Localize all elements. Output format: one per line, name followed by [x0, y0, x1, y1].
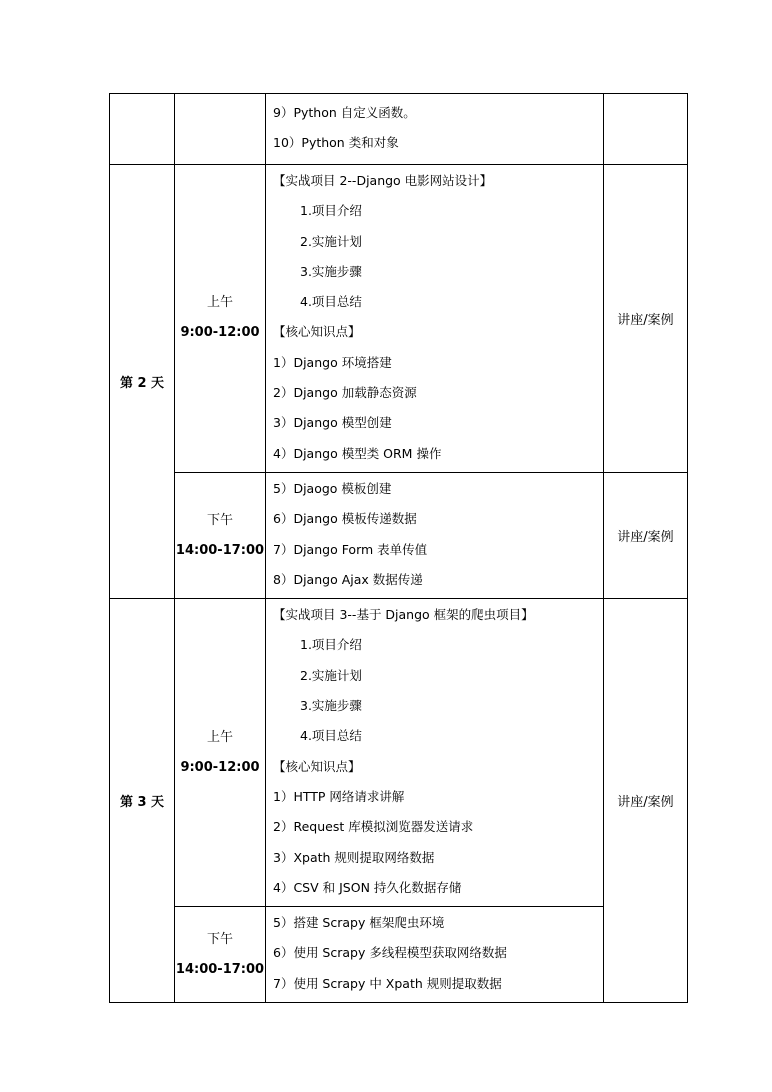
content-cell: [266, 599, 604, 907]
table-row: [110, 599, 688, 907]
step-item: 3.实施步骤: [300, 698, 362, 714]
content-cell: [266, 165, 604, 473]
step-item: 2.实施计划: [300, 233, 362, 249]
day-label: 第 2 天: [110, 165, 175, 599]
period-label: 上午: [206, 729, 233, 745]
knowledge-point: 1）Django 环境搭建: [273, 354, 392, 370]
time-slot: [175, 165, 266, 473]
content-cell: [266, 472, 604, 598]
content-cell: [266, 94, 604, 165]
knowledge-title: 【核心知识点】: [273, 758, 361, 774]
step-item: 1.项目介绍: [300, 637, 362, 653]
content-line: 10）Python 类和对象: [273, 135, 399, 150]
knowledge-point: 4）CSV 和 JSON 持久化数据存储: [273, 879, 462, 895]
slot-cell: [175, 94, 266, 165]
project-title: 【实战项目 3--基于 Django 框架的爬虫项目】: [273, 607, 534, 623]
method-label: 讲座/案例: [604, 165, 688, 473]
period-label: 下午: [206, 512, 233, 528]
method-cell: [604, 94, 688, 165]
table-row: [110, 472, 688, 598]
knowledge-title: 【核心知识点】: [273, 324, 361, 340]
schedule-table: [109, 93, 688, 1003]
knowledge-point: 8）Django Ajax 数据传递: [273, 571, 423, 587]
knowledge-point: 7）Django Form 表单传值: [273, 541, 428, 557]
step-item: 3.实施步骤: [300, 263, 362, 279]
knowledge-point: 5）搭建 Scrapy 框架爬虫环境: [273, 915, 445, 931]
day-label: 第 3 天: [110, 599, 175, 1003]
table-row: [110, 907, 688, 1003]
knowledge-point: 3）Xpath 规则提取网络数据: [273, 849, 435, 865]
knowledge-point: 6）Django 模板传递数据: [273, 511, 417, 527]
knowledge-point: 2）Request 库模拟浏览器发送请求: [273, 819, 474, 835]
knowledge-point: 1）HTTP 网络请求讲解: [273, 788, 405, 804]
knowledge-point: 4）Django 模型类 ORM 操作: [273, 445, 442, 461]
time-slot: [175, 599, 266, 907]
time-range: 9:00-12:00: [180, 759, 260, 775]
step-item: 1.项目介绍: [300, 203, 362, 219]
table-row: [110, 94, 688, 165]
knowledge-point: 3）Django 模型创建: [273, 415, 392, 431]
time-range: 9:00-12:00: [180, 325, 260, 341]
knowledge-point: 6）使用 Scrapy 多线程模型获取网络数据: [273, 945, 507, 961]
time-range: 14:00-17:00: [175, 961, 265, 977]
content-cell: [266, 907, 604, 1003]
content-line: 9）Python 自定义函数。: [273, 104, 416, 120]
time-slot: [175, 907, 266, 1003]
day-cell: [110, 94, 175, 165]
knowledge-point: 2）Django 加载静态资源: [273, 385, 417, 401]
method-label: 讲座/案例: [604, 599, 688, 1003]
step-item: 4.项目总结: [300, 728, 362, 744]
step-item: 2.实施计划: [300, 667, 362, 683]
time-slot: [175, 472, 266, 598]
period-label: 上午: [206, 295, 233, 311]
step-item: 4.项目总结: [300, 294, 362, 310]
table-row: [110, 165, 688, 473]
knowledge-point: 5）Djaogo 模板创建: [273, 480, 392, 496]
knowledge-point: 7）使用 Scrapy 中 Xpath 规则提取数据: [273, 975, 502, 991]
method-label: 讲座/案例: [604, 472, 688, 598]
period-label: 下午: [206, 931, 233, 947]
time-range: 14:00-17:00: [175, 542, 265, 558]
project-title: 【实战项目 2--Django 电影网站设计】: [273, 173, 493, 188]
